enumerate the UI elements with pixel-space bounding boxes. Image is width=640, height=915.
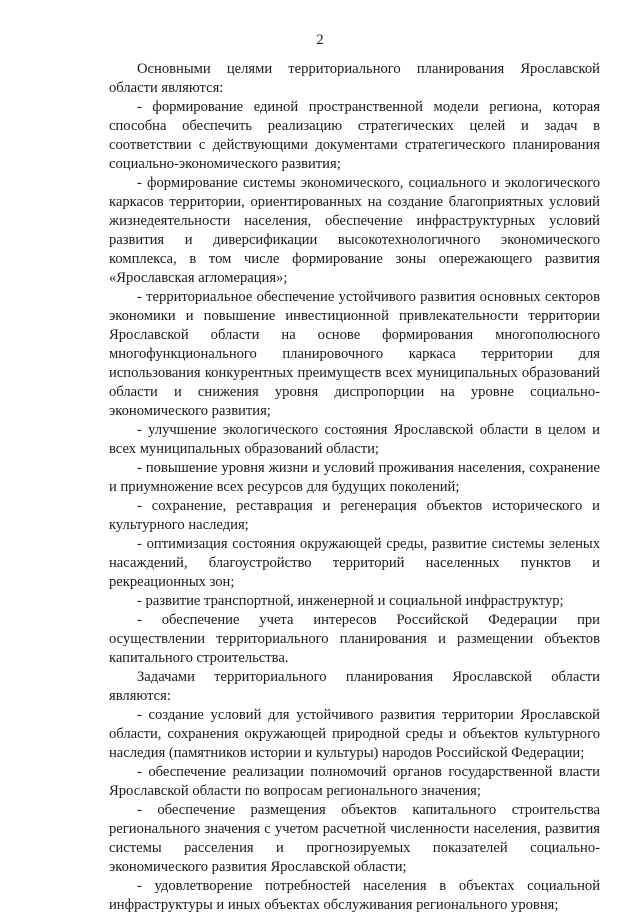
paragraph-goal-1: - формирование единой пространственной модели региона, которая способна обеспечить реализацию стратегических целей и задач в соответствии с действующими документами стратегического планирования социально-экономического развития;	[109, 99, 600, 172]
paragraph-goal-9: - обеспечение учета интересов Российской Федерации при осуществлении территориального планирования и размещении объектов капитального строительства.	[109, 612, 600, 666]
paragraph-goal-5: - повышение уровня жизни и условий проживания населения, сохранение и приумножение всех ресурсов для будущих поколений;	[109, 460, 600, 495]
paragraph-task-3: - обеспечение размещения объектов капитального строительства регионального значения с учетом расчетной численности населения, развития системы расселения и прогнозируемых показателей социально-экономического развития Ярославской области;	[109, 802, 600, 875]
paragraph-goals-intro: Основными целями территориального планирования Ярославской области являются:	[109, 61, 600, 96]
paragraph-task-1: - создание условий для устойчивого развития территории Ярославской области, сохранения окружающей природной среды и объектов культурного наследия (памятников истории и культуры) народов Российской Федерации;	[109, 707, 600, 761]
paragraph-task-4: - удовлетворение потребностей населения в объектах социальной инфраструктуры и иных объектах обслуживания регионального уровня;	[109, 878, 600, 913]
paragraph-goal-8: - развитие транспортной, инженерной и социальной инфраструктур;	[137, 593, 564, 609]
paragraph-goal-3: - территориальное обеспечение устойчивого развития основных секторов экономики и повышение инвестиционной привлекательности территории Ярославской области на основе формирования многополюсного многофункционального планировочного каркаса территории для использования конкурентных преимуществ всех муниципальных образований области и снижения уровня диспропорции на уровне социально-экономического развития;	[109, 289, 600, 419]
page-number: 2	[316, 32, 324, 48]
document-body	[109, 60, 600, 915]
paragraph-goal-6: - сохранение, реставрация и регенерация объектов исторического и культурного наследия;	[109, 498, 600, 533]
paragraph-task-2: - обеспечение реализации полномочий органов государственной власти Ярославской области по вопросам регионального значения;	[109, 764, 600, 799]
paragraph-tasks-intro: Задачами территориального планирования Ярославской области являются:	[109, 669, 600, 704]
paragraph-goal-2: - формирование системы экономического, социального и экологического каркасов территории, ориентированных на создание благоприятных условий жизнедеятельности населения, обеспечение инфраструктурных условий развития и диверсификации высокотехнологичного экономического комплекса, в том числе формирование зоны опережающего развития «Ярославская агломерация»;	[109, 175, 600, 286]
paragraph-goal-4: - улучшение экологического состояния Ярославской области в целом и всех муниципальных образований области;	[109, 422, 600, 457]
paragraph-goal-7: - оптимизация состояния окружающей среды, развитие системы зеленых насаждений, благоустройство территорий населенных пунктов и рекреационных зон;	[109, 536, 600, 590]
